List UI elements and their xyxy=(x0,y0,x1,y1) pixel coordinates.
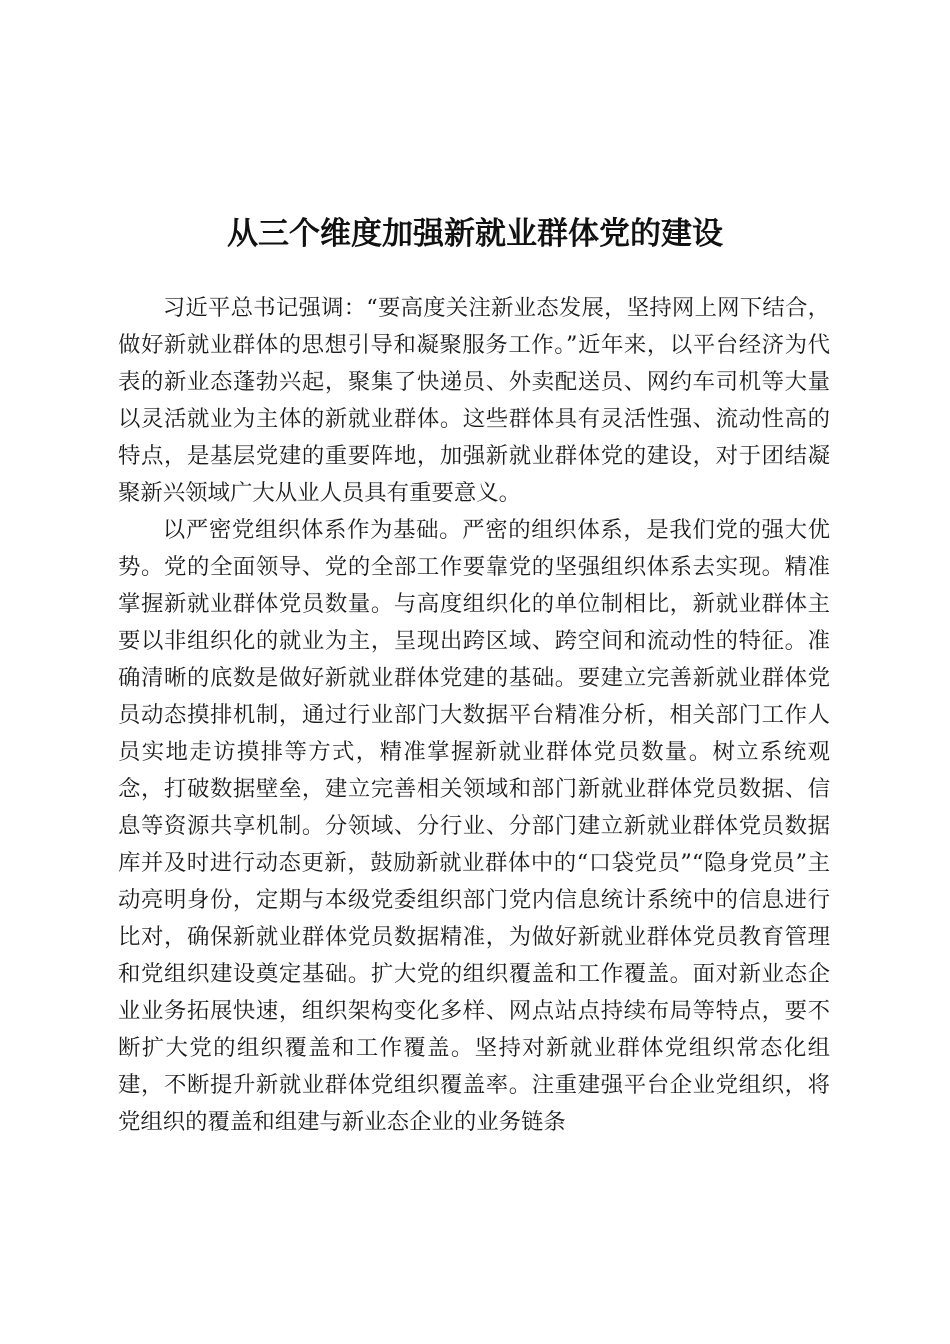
paragraph-intro: 习近平总书记强调：“要高度关注新业态发展，坚持网上网下结合，做好新就业群体的思想引导和凝聚服务工作。”近年来，以平台经济为代表的新业态蓬勃兴起，聚集了快递员、外卖配送员、网约车司机等大量以灵活就业为主体的新就业群体。这些群体具有灵活性强、流动性高的特点，是基层党建的重要阵地，加强新就业群体党的建设，对于团结凝聚新兴领域广大从业人员具有重要意义。 xyxy=(118,295,830,506)
paragraph-organization-system: 以严密党组织体系作为基础。严密的组织体系，是我们党的强大优势。党的全面领导、党的全部工作要靠党的坚强组织体系去实现。精准掌握新就业群体党员数量。与高度组织化的单位制相比，新就业群体主要以非组织化的就业为主，呈现出跨区域、跨空间和流动性的特征。准确清晰的底数是做好新就业群体党建的基础。要建立完善新就业群体党员动态摸排机制，通过行业部门大数据平台精准分析，相关部门工作人员实地走访摸排等方式，精准掌握新就业群体党员数量。树立系统观念，打破数据壁垒，建立完善相关领域和部门新就业群体党员数据、信息等资源共享机制。分领域、分行业、分部门建立新就业群体党员数据库并及时进行动态更新，鼓励新就业群体中的“口袋党员”“隐身党员”主动亮明身份，定期与本级党委组织部门党内信息统计系统中的信息进行比对，确保新就业群体党员数据精准，为做好新就业群体党员教育管理和党组织建设奠定基础。扩大党的组织覆盖和工作覆盖。面对新业态企业业务拓展快速，组织架构变化多样、网点站点持续布局等特点，要不断扩大党的组织覆盖和工作覆盖。坚持对新就业群体党组织常态化组建，不断提升新就业群体党组织覆盖率。注重建强平台企业党组织，将党组织的覆盖和组建与新业态企业的业务链条 xyxy=(118,517,830,1135)
document-body xyxy=(118,290,830,1141)
document-title: 从三个维度加强新就业群体党的建设 xyxy=(227,215,723,252)
